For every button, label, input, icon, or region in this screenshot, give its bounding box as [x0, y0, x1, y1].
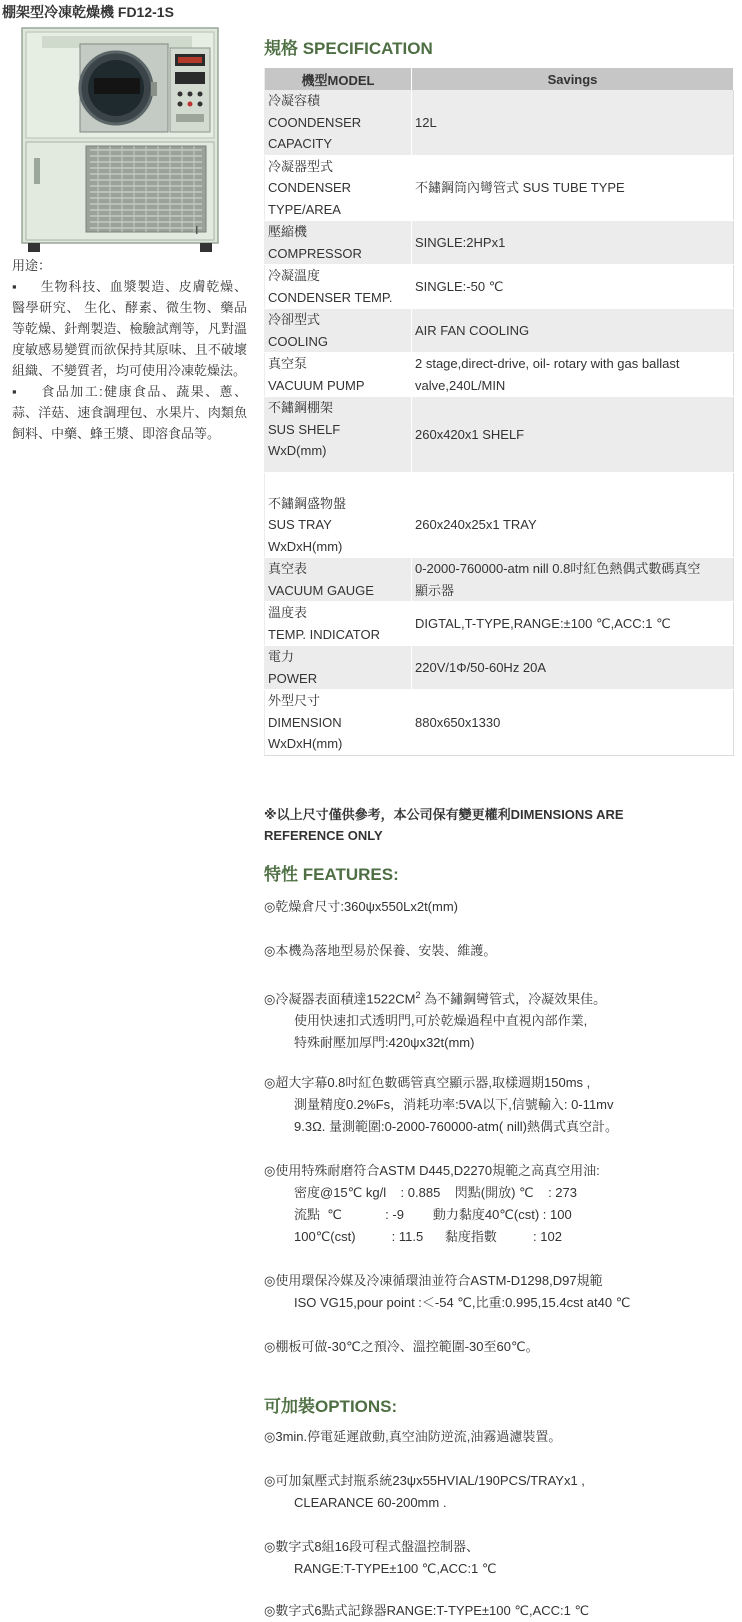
feature-item: ◎冷凝器表面積達$1522CM^2$ 為不鏽鋼彎管式，冷凝效果佳。 使用快速扣式透明門,可於乾燥過程中直視內部作業, 特殊耐壓加厚門:420ψx32t(mm) [264, 990, 607, 1051]
freeze-dryer-image [20, 26, 225, 256]
spec-value: 12L [412, 90, 734, 155]
usage-item: ▪ 食品加工:健康食品、蔬果、蔥、蒜、洋菇、速食調理包、水果片、肉類魚飼料、中藥、蜂王漿、即溶食品等。 [12, 381, 247, 444]
feature-item: ◎乾燥倉尺寸:360ψx550Lx2t(mm) [264, 899, 458, 914]
option-item: ◎3min.停電延遲啟動,真空油防逆流,油霧過濾裝置。 [264, 1429, 562, 1444]
table-row [265, 472, 734, 558]
table-row [265, 221, 734, 265]
spec-key: 電力 POWER [265, 646, 412, 690]
feature-item: ◎使用環保冷媒及冷凍循環油並符合ASTM-D1298,D97規範 ISO VG15,pour point :＜-54 ℃,比重:0.995,15.4cst at40 ℃ [264, 1273, 631, 1310]
option-item: ◎可加氣壓式封瓶系統23ψx55HVIAL/190PCS/TRAYx1 , CLEARANCE 60-200mm . [264, 1473, 585, 1510]
table-row [265, 558, 734, 602]
table-row [265, 353, 734, 397]
table-row [265, 690, 734, 756]
spec-header-row [265, 68, 734, 90]
spec-key: 壓縮機 COMPRESSOR [265, 221, 412, 265]
usage-section [12, 255, 247, 444]
table-row [265, 397, 734, 473]
spec-key: 冷凝器型式 CONDENSER TYPE/AREA [265, 155, 412, 221]
usage-label: 用途： [12, 258, 52, 273]
spec-value: DIGTAL,T-TYPE,RANGE:±100 ℃,ACC:1 ℃ [412, 602, 734, 646]
spec-value: 880x650x1330 [412, 690, 734, 756]
spec-value: 不鏽鋼筒內彎管式 SUS TUBE TYPE [412, 155, 734, 221]
header-value: Savings [412, 68, 734, 90]
table-row [265, 309, 734, 353]
spec-key: 冷卻型式 COOLING [265, 309, 412, 353]
spec-key: 外型尺寸 DIMENSION WxDxH(mm) [265, 690, 412, 756]
spec-value: 220V/1Φ/50-60Hz 20A [412, 646, 734, 690]
option-item: ◎數字式6點式記錄器RANGE:T-TYPE±100 ℃,ACC:1 ℃ [264, 1603, 590, 1618]
feature-item: ◎超大字幕0.8吋紅色數碼管真空顯示器,取樣週期150ms , 測量精度0.2%Fs，消耗功率:5VA以下,信號輸入: 0-11mv 9.3Ω. 量測範圍:0-2000-760000-atm( nill)熱偶式真空計。 [264, 1075, 618, 1134]
spec-value: AIR FAN COOLING [412, 309, 734, 353]
spec-key: 不鏽鋼棚架 SUS SHELF WxD(mm) [265, 397, 412, 473]
options-heading: 可加裝OPTIONS: [264, 1397, 398, 1416]
spec-key: 不鏽鋼盛物盤 SUS TRAY WxDxH(mm) [265, 472, 412, 558]
table-row [265, 155, 734, 221]
table-row [265, 602, 734, 646]
spec-key: 冷凝溫度 CONDENSER TEMP. [265, 265, 412, 309]
spec-value: SINGLE:2HPx1 [412, 221, 734, 265]
header-model: 機型MODEL [265, 68, 412, 90]
option-item: ◎數字式8組16段可程式盤溫控制器、 RANGE:T-TYPE±100 ℃,ACC:1 ℃ [264, 1539, 497, 1576]
spec-key: 溫度表 TEMP. INDICATOR [265, 602, 412, 646]
table-row [265, 90, 734, 155]
spec-heading: 規格 SPECIFICATION [264, 39, 433, 58]
table-row [265, 646, 734, 690]
feature-item: ◎本機為落地型易於保養、安裝、維護。 [264, 943, 497, 958]
feature-item: ◎使用特殊耐磨符合ASTM D445,D2270規範之高真空用油: 密度@15℃ kg/l : 0.885 閃點(開放) ℃ : 273 流點 ℃ : -9 動力黏度40℃(cst) : 100 100℃(cst) : 11.5 黏度指數 : 102 [264, 1163, 600, 1244]
spec-key: 冷凝容積 COONDENSER CAPACITY [265, 90, 412, 155]
spec-value: 260x240x25x1 TRAY [412, 472, 734, 558]
table-row [265, 265, 734, 309]
features-heading: 特性 FEATURES: [264, 865, 399, 884]
bullet-icon: ▪ [12, 384, 17, 399]
product-title: 棚架型冷凍乾燥機 FD12-1S [2, 4, 174, 20]
dimension-note: ※以上尺寸僅供參考，本公司保有變更權利DIMENSIONS ARE REFERENCE ONLY [264, 807, 624, 843]
spec-value: 0-2000-760000-atm nill 0.8吋紅色熱偶式數碼真空 顯示器 [412, 558, 734, 602]
bullet-icon: ▪ [12, 279, 17, 294]
usage-item: ▪ 生物科技、血漿製造、皮膚乾燥、醫學研究、 生化、酵素、微生物、藥品等乾燥、針劑製造、檢驗試劑等，凡對溫度敏感易變質而欲保持其原味、且不破壞組織、不變質者，均可使用冷凍乾燥法。 [12, 276, 247, 381]
spec-key: 真空泵 VACUUM PUMP [265, 353, 412, 397]
spec-value: 260x420x1 SHELF [412, 397, 734, 473]
spec-value: SINGLE:-50 ℃ [412, 265, 734, 309]
spec-table [264, 68, 734, 756]
feature-item: ◎棚板可做-30℃之預冷、溫控範圍-30至60℃。 [264, 1339, 539, 1354]
spec-value: 2 stage,direct-drive, oil- rotary with gas ballast valve,240L/MIN [412, 353, 734, 397]
spec-key: 真空表 VACUUM GAUGE [265, 558, 412, 602]
